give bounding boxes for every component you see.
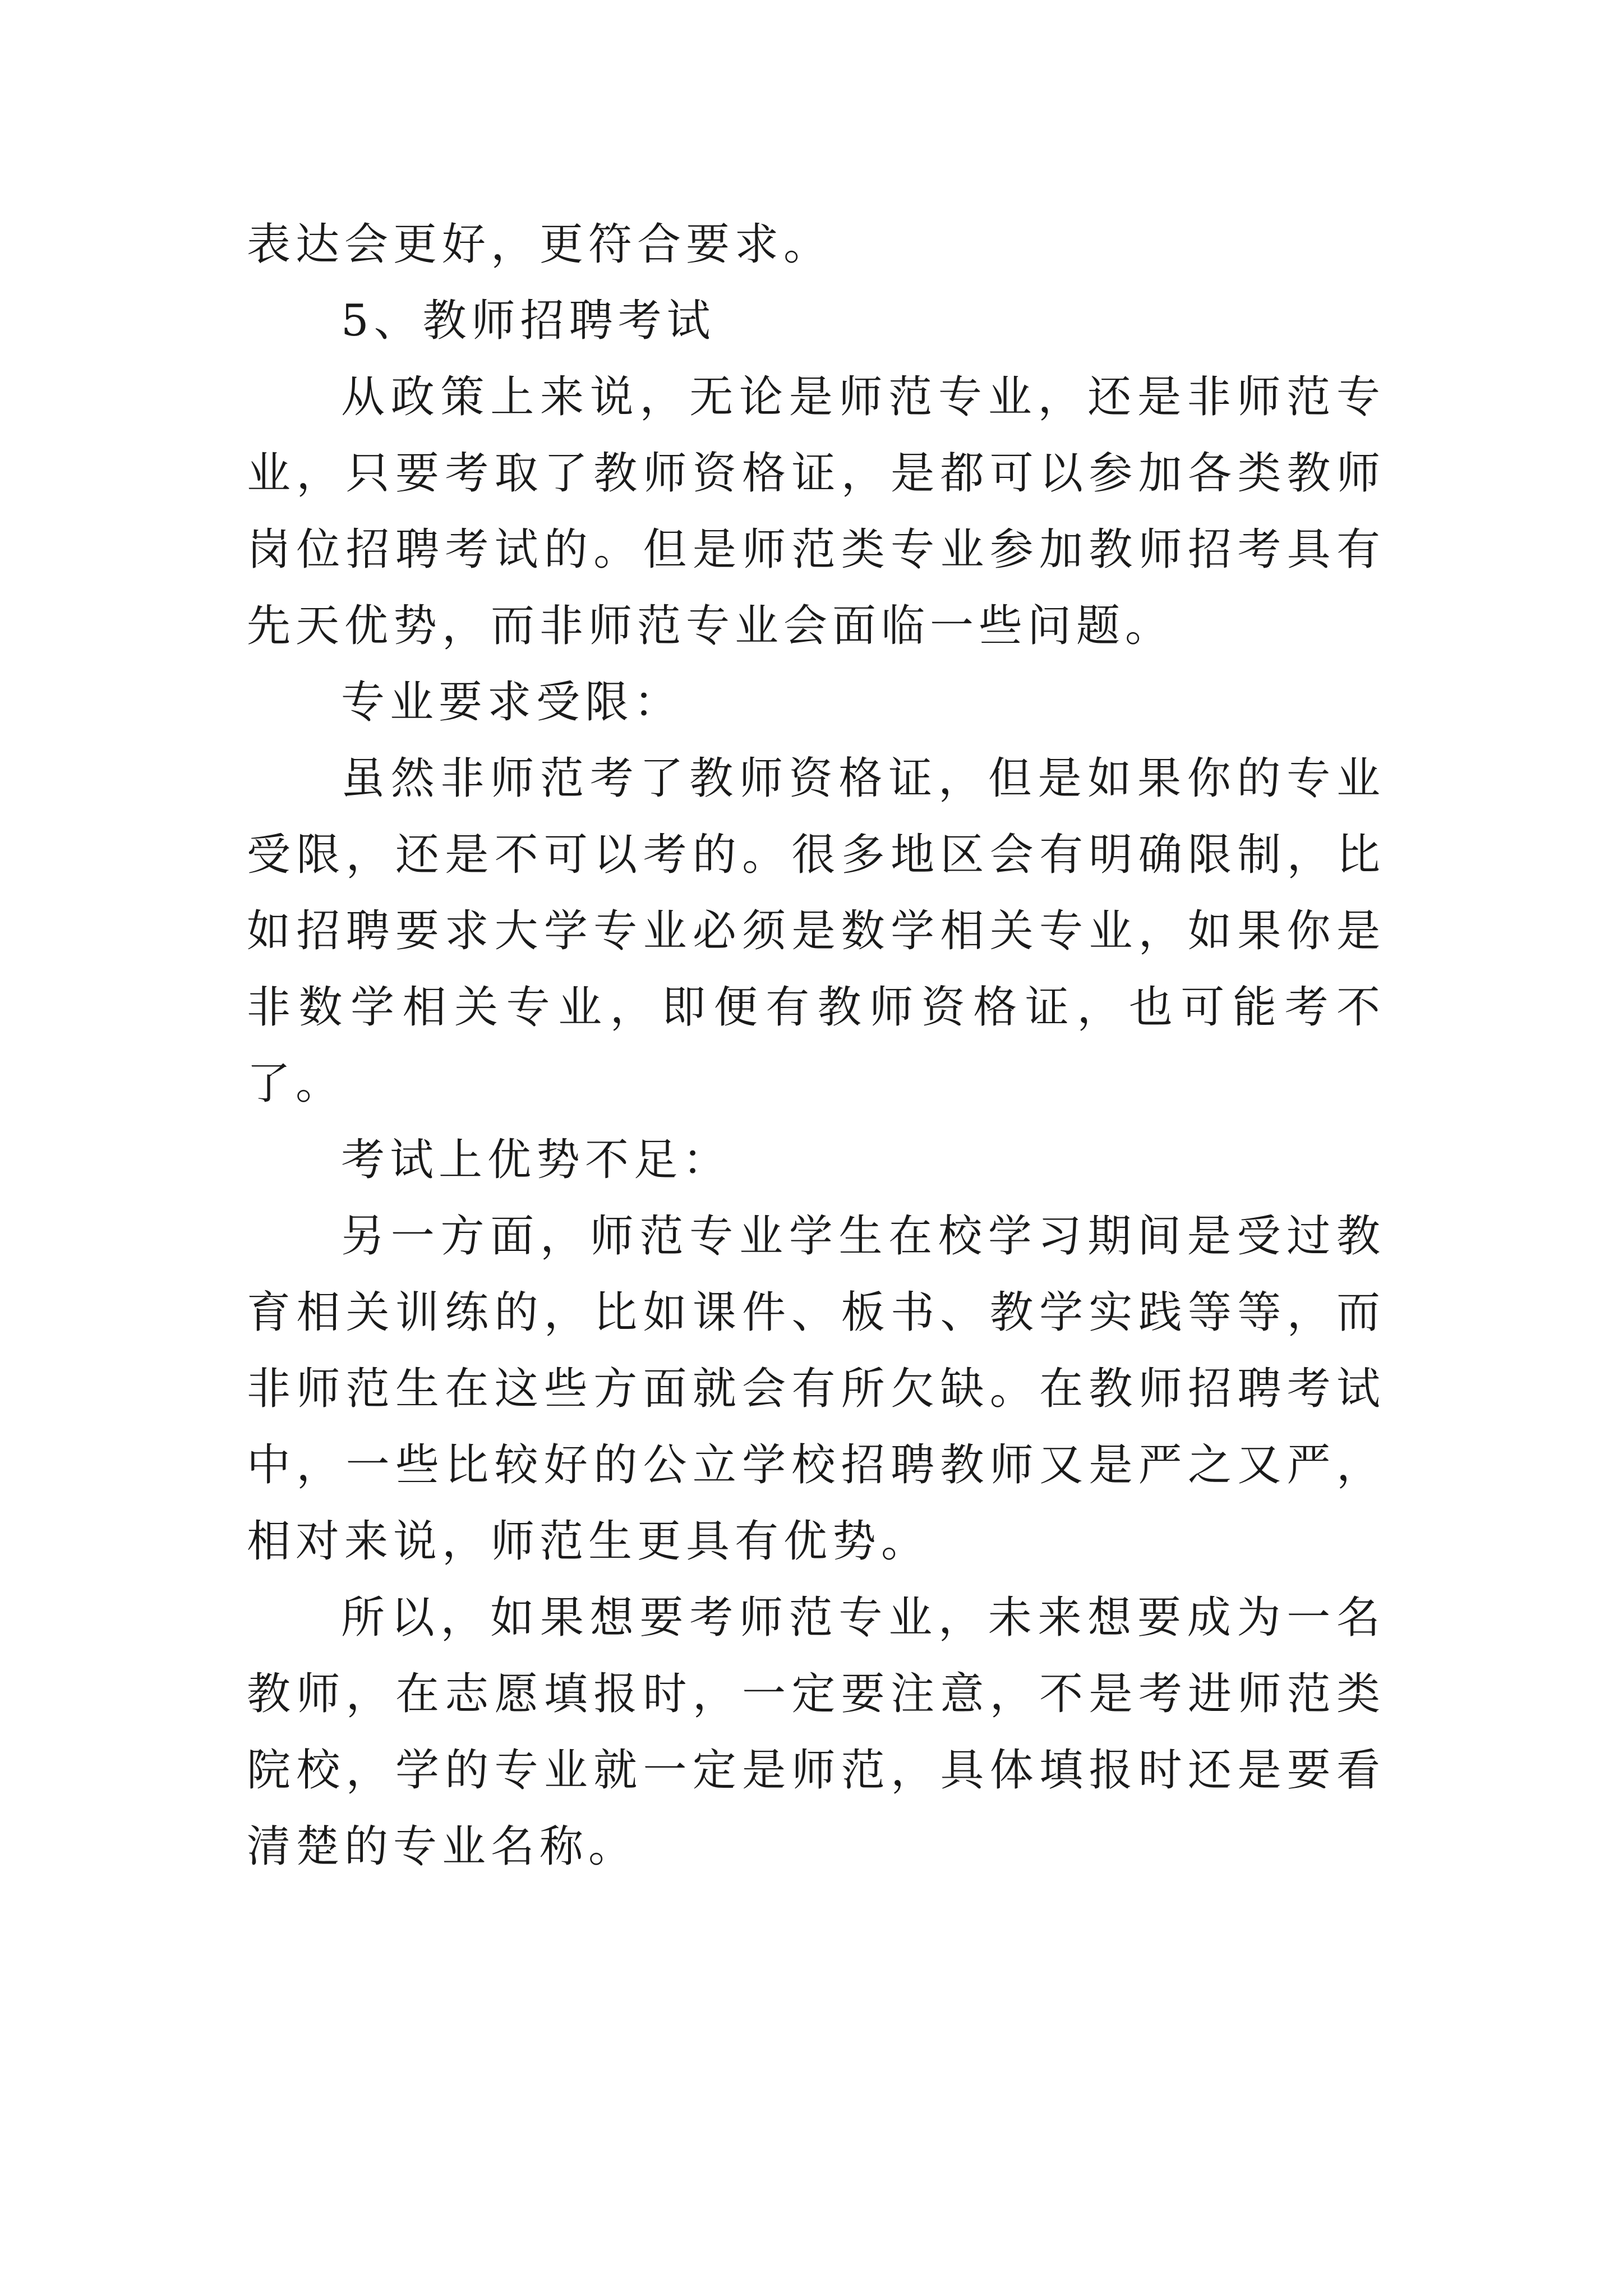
section-heading-teacher-recruitment-exam: 5、教师招聘考试 [341,296,716,346]
subheading-major-restriction: 专业要求受限： [341,677,683,728]
paragraph-continuation: 表达会更好，更符合要求。 [247,219,833,270]
paragraph-policy: 从政策上来说，无论是师范专业，还是非师范专业，只要考取了教师资格证，是都可以参加各类教师岗位招聘考试的。但是师范类专业参加教师招考具有先天优势，而非师范专业会面临一些问题。 [247,372,1385,651]
subheading-exam-disadvantage: 考试上优势不足： [341,1135,732,1185]
paragraph-exam-disadvantage: 另一方面，师范专业学生在校学习期间是受过教育相关训练的，比如课件、板书、教学实践等等，而非师范生在这些方面就会有所欠缺。在教师招聘考试中，一些比较好的公立学校招聘教师又是严之又严，相对来说，师范生更具有优势。 [247,1211,1385,1567]
paragraph-major-restriction: 虽然非师范考了教师资格证，但是如果你的专业受限，还是不可以考的。很多地区会有明确限制，比如招聘要求大学专业必须是数学相关专业，如果你是非数学相关专业，即便有教师资格证，也可能考不了。 [247,753,1385,1109]
paragraph-conclusion: 所以，如果想要考师范专业，未来想要成为一名教师，在志愿填报时，一定要注意，不是考进师范类院校，学的专业就一定是师范，具体填报时还是要看清楚的专业名称。 [247,1593,1385,1872]
document-body [247,206,1385,1885]
